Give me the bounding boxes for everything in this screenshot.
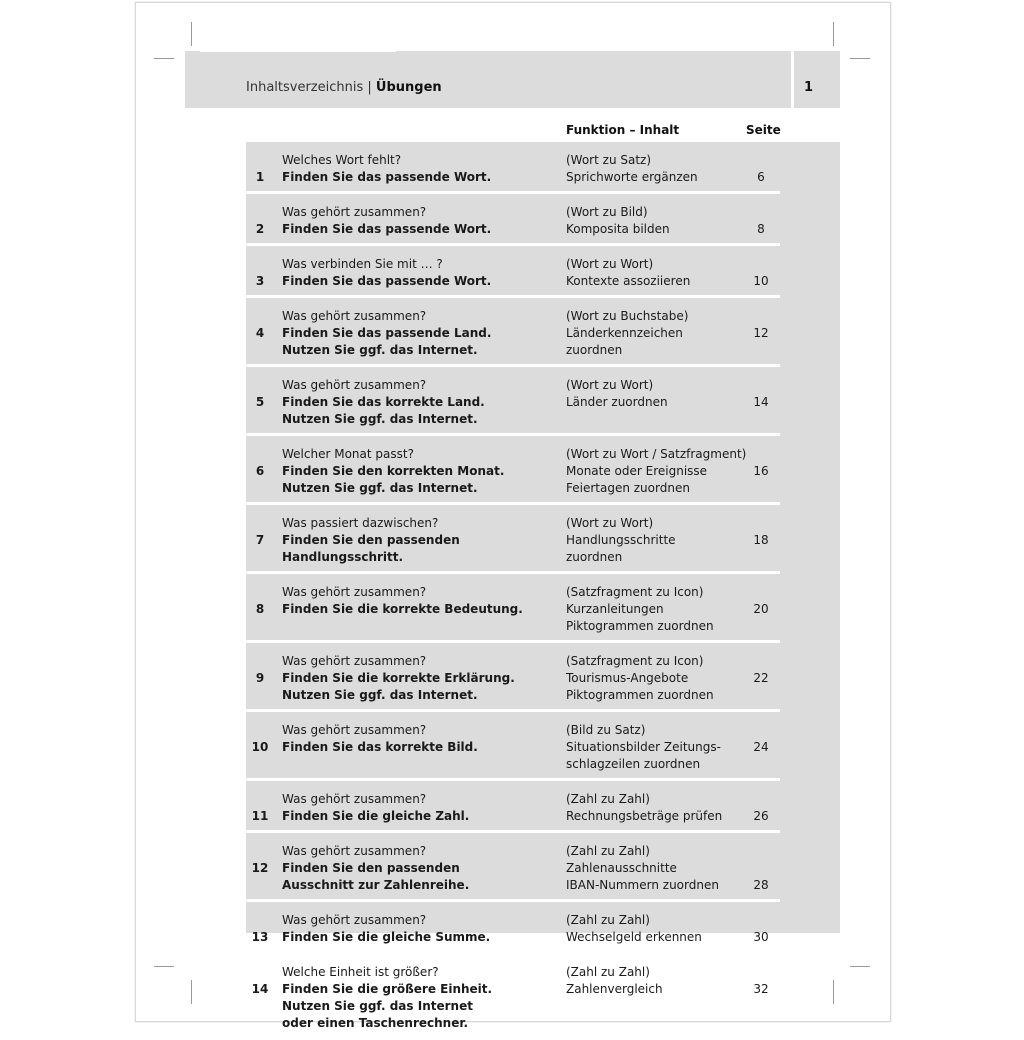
- exercise-question: Was gehört zusammen?: [282, 654, 427, 668]
- exercise-function: Situationsbilder Zeitungs-: [566, 740, 721, 754]
- exercise-page: 6: [757, 170, 765, 184]
- crop-mark: [191, 22, 192, 46]
- exercise-page: 8: [757, 222, 765, 236]
- exercise-function: Piktogrammen zuordnen: [566, 619, 714, 633]
- exercise-question: Was gehört zusammen?: [282, 792, 427, 806]
- exercise-question: Was gehört zusammen?: [282, 913, 427, 927]
- exercise-function: Wechselgeld erkennen: [566, 930, 702, 944]
- exercise-instruction: Finden Sie das passende Land.: [282, 326, 492, 340]
- toc-row: [246, 246, 780, 298]
- crop-mark: [833, 980, 834, 1004]
- crop-mark: [850, 966, 870, 967]
- column-header-function: Funktion – Inhalt: [566, 123, 680, 137]
- toc-row: [246, 298, 780, 367]
- exercise-question: Was gehört zusammen?: [282, 585, 427, 599]
- exercise-question: Was passiert dazwischen?: [282, 516, 439, 530]
- exercise-number: 3: [255, 274, 265, 288]
- exercise-function: (Satzfragment zu Icon): [566, 654, 704, 668]
- toc-row: [246, 781, 780, 833]
- crop-mark: [850, 58, 870, 59]
- exercise-function: (Wort zu Satz): [566, 153, 652, 167]
- exercise-number: 13: [251, 930, 269, 944]
- exercise-function: Monate oder Ereignisse: [566, 464, 708, 478]
- exercise-instruction: Finden Sie das korrekte Bild.: [282, 740, 478, 754]
- toc-row: [246, 194, 780, 246]
- exercise-instruction: Finden Sie das passende Wort.: [282, 222, 492, 236]
- exercise-number: 10: [251, 740, 269, 754]
- column-header-page: Seite: [746, 123, 781, 137]
- exercise-question: Welcher Monat passt?: [282, 447, 414, 461]
- toc-row: [246, 954, 780, 1040]
- exercise-function: Kurzanleitungen: [566, 602, 664, 616]
- exercise-question: Was gehört zusammen?: [282, 723, 427, 737]
- toc-row: [246, 833, 780, 902]
- exercise-page: 32: [753, 982, 769, 996]
- exercise-function: Rechnungsbeträge prüfen: [566, 809, 723, 823]
- exercise-function: Komposita bilden: [566, 222, 670, 236]
- exercise-number: 14: [251, 982, 269, 996]
- exercise-function: zuordnen: [566, 550, 623, 564]
- exercise-function: (Zahl zu Zahl): [566, 965, 650, 979]
- toc-row: [246, 142, 780, 194]
- exercise-instruction: Handlungsschritt.: [282, 550, 404, 564]
- exercise-function: (Zahl zu Zahl): [566, 792, 650, 806]
- exercise-number: 6: [255, 464, 265, 478]
- exercise-page: 16: [753, 464, 769, 478]
- exercise-number: 7: [255, 533, 265, 547]
- exercise-number: 9: [255, 671, 265, 685]
- page-title: [246, 80, 442, 96]
- exercise-function: (Wort zu Wort): [566, 516, 654, 530]
- exercise-function: Kontexte assoziieren: [566, 274, 691, 288]
- crop-mark: [833, 22, 834, 46]
- exercise-instruction: Nutzen Sie ggf. das Internet.: [282, 343, 478, 357]
- toc-row: [246, 643, 780, 712]
- exercise-number: 5: [255, 395, 265, 409]
- exercise-function: Sprichworte ergänzen: [566, 170, 698, 184]
- exercise-instruction: Finden Sie das passende Wort.: [282, 274, 492, 288]
- exercise-instruction: Finden Sie den korrekten Monat.: [282, 464, 505, 478]
- exercise-function: (Bild zu Satz): [566, 723, 646, 737]
- exercise-function: (Wort zu Wort): [566, 378, 654, 392]
- exercise-question: Welches Wort fehlt?: [282, 153, 402, 167]
- exercise-function: (Zahl zu Zahl): [566, 844, 650, 858]
- exercise-instruction: oder einen Taschenrechner.: [282, 1016, 469, 1030]
- exercise-instruction: Finden Sie die gleiche Summe.: [282, 930, 491, 944]
- exercise-instruction: Nutzen Sie ggf. das Internet.: [282, 688, 478, 702]
- exercise-function: Handlungsschritte: [566, 533, 676, 547]
- exercise-page: 30: [753, 930, 769, 944]
- exercise-instruction: Nutzen Sie ggf. das Internet.: [282, 412, 478, 426]
- exercise-instruction: Ausschnitt zur Zahlenreihe.: [282, 878, 470, 892]
- page-header: [185, 51, 840, 108]
- exercise-function: zuordnen: [566, 343, 623, 357]
- crop-mark: [154, 966, 174, 967]
- exercise-instruction: Finden Sie das passende Wort.: [282, 170, 492, 184]
- exercise-function: (Wort zu Wort / Satzfragment): [566, 447, 747, 461]
- exercise-number: 11: [251, 809, 269, 823]
- exercise-page: 18: [753, 533, 769, 547]
- title-section: Übungen: [375, 80, 442, 95]
- exercise-function: Piktogrammen zuordnen: [566, 688, 714, 702]
- exercise-question: Welche Einheit ist größer?: [282, 965, 439, 979]
- exercise-function: Feiertagen zuordnen: [566, 481, 690, 495]
- exercise-function: Länder zuordnen: [566, 395, 668, 409]
- exercise-function: Länderkennzeichen: [566, 326, 683, 340]
- toc-row: [246, 367, 780, 436]
- exercise-question: Was gehört zusammen?: [282, 309, 427, 323]
- exercise-function: Tourismus-Angebote: [566, 671, 689, 685]
- header-separator: [791, 51, 794, 108]
- exercise-instruction: Finden Sie die größere Einheit.: [282, 982, 493, 996]
- exercise-function: Zahlenvergleich: [566, 982, 663, 996]
- exercise-instruction: Finden Sie die korrekte Erklärung.: [282, 671, 515, 685]
- toc-row: [246, 505, 780, 574]
- exercise-page: 20: [753, 602, 769, 616]
- exercise-instruction: Finden Sie die korrekte Bedeutung.: [282, 602, 523, 616]
- exercise-number: 8: [255, 602, 265, 616]
- exercise-function: (Wort zu Bild): [566, 205, 648, 219]
- exercise-instruction: Finden Sie den passenden: [282, 861, 460, 875]
- exercise-instruction: Finden Sie den passenden: [282, 533, 460, 547]
- crop-mark: [191, 980, 192, 1004]
- exercise-instruction: Finden Sie die gleiche Zahl.: [282, 809, 470, 823]
- exercise-function: (Wort zu Buchstabe): [566, 309, 689, 323]
- exercise-page: 14: [753, 395, 769, 409]
- toc-row: [246, 712, 780, 781]
- exercise-page: 28: [753, 878, 769, 892]
- exercise-number: 1: [255, 170, 265, 184]
- page-number: 1: [804, 80, 814, 95]
- exercise-question: Was gehört zusammen?: [282, 378, 427, 392]
- exercise-page: 10: [753, 274, 769, 288]
- exercise-function: IBAN-Nummern zuordnen: [566, 878, 719, 892]
- toc-row: [246, 574, 780, 643]
- exercise-page: 24: [753, 740, 769, 754]
- toc-table: [246, 142, 840, 1030]
- exercise-instruction: Nutzen Sie ggf. das Internet: [282, 999, 473, 1013]
- exercise-number: 2: [255, 222, 265, 236]
- exercise-page: 22: [753, 671, 769, 685]
- toc-row: [246, 436, 780, 505]
- exercise-number: 12: [251, 861, 269, 875]
- exercise-instruction: Nutzen Sie ggf. das Internet.: [282, 481, 478, 495]
- crop-mark: [154, 58, 174, 59]
- exercise-function: (Zahl zu Zahl): [566, 913, 650, 927]
- exercise-instruction: Finden Sie das korrekte Land.: [282, 395, 485, 409]
- header-rule: [200, 51, 396, 52]
- title-prefix: Inhaltsverzeichnis |: [246, 80, 376, 95]
- exercise-function: (Wort zu Wort): [566, 257, 654, 271]
- exercise-question: Was gehört zusammen?: [282, 205, 427, 219]
- exercise-function: schlagzeilen zuordnen: [566, 757, 701, 771]
- exercise-page: 12: [753, 326, 769, 340]
- exercise-page: 26: [753, 809, 769, 823]
- exercise-number: 4: [255, 326, 265, 340]
- exercise-function: (Satzfragment zu Icon): [566, 585, 704, 599]
- exercise-question: Was gehört zusammen?: [282, 844, 427, 858]
- exercise-function: Zahlenausschnitte: [566, 861, 677, 875]
- exercise-question: Was verbinden Sie mit … ?: [282, 257, 443, 271]
- toc-row: [246, 902, 780, 954]
